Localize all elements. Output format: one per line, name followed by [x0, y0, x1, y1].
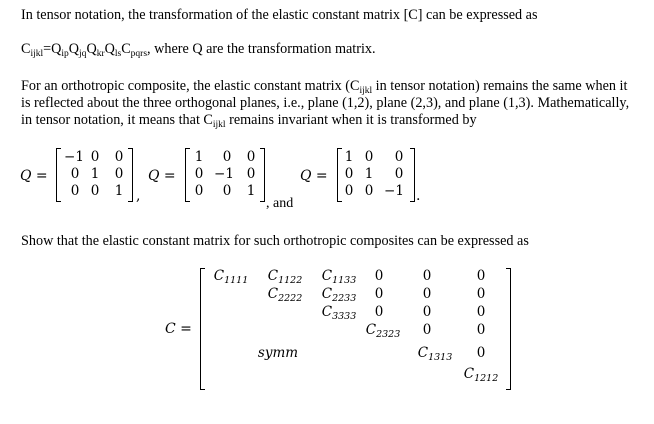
- m2-r3c2: 0: [222, 183, 232, 199]
- symm-label: symm: [257, 345, 299, 361]
- m2-r1c1: 1: [194, 149, 204, 165]
- show-that-paragraph: Show that the elastic constant matrix for such orthotropic composites can be expressed as: [21, 233, 529, 249]
- zero-r1c6: 0: [476, 268, 486, 284]
- c2222-entry: $C_{2222}$: [267, 286, 303, 304]
- m1-r1c3: 0: [114, 149, 124, 165]
- p3-sub-a: ijkl: [359, 86, 373, 96]
- formula-lhs-sub: ijkl: [30, 49, 44, 59]
- zero-r2c6: 0: [476, 286, 486, 302]
- m3-r2c1: 0: [344, 166, 354, 182]
- m3-r1c2: 0: [364, 149, 374, 165]
- m1-r1c2: 0: [90, 149, 100, 165]
- c2323-entry: $C_{2323}$: [365, 322, 401, 340]
- term-q-ls-sub: ls: [114, 49, 122, 59]
- zero-r4c6: 0: [476, 322, 486, 338]
- term-c-pqrs: C: [121, 41, 131, 57]
- c1111-entry: $C_{1111}$: [213, 268, 249, 286]
- m1-r2c2: 1: [90, 166, 100, 182]
- matrix1-left-bracket: [56, 148, 61, 202]
- q-label-2: Q =: [148, 168, 176, 184]
- zero-r3c5: 0: [422, 304, 432, 320]
- intro-paragraph: In tensor notation, the transformation of the elastic constant matrix [C] can be expressed as: [21, 7, 538, 23]
- m3-r3c2: 0: [364, 183, 374, 199]
- m1-r3c1: 0: [70, 183, 80, 199]
- c1212-entry: $C_{1212}$: [463, 366, 499, 384]
- and-text: , and: [266, 196, 294, 211]
- c1313-entry: $C_{1313}$: [417, 345, 453, 363]
- q-label-3: Q =: [300, 168, 328, 184]
- m2-r3c1: 0: [194, 183, 204, 199]
- zero-r4c5: 0: [422, 322, 432, 338]
- m1-r1c1: −1: [64, 149, 84, 165]
- q-label-1: Q =: [20, 168, 48, 184]
- m2-r1c3: 0: [246, 149, 256, 165]
- m1-r2c3: 0: [114, 166, 124, 182]
- m2-r2c1: 0: [194, 166, 204, 182]
- term-q-ls: Q: [104, 41, 115, 57]
- m3-r1c1: 1: [344, 149, 354, 165]
- m2-r1c2: 0: [222, 149, 232, 165]
- term-c-pqrs-sub: pqrs: [130, 49, 148, 59]
- orthotropic-paragraph-line3: [21, 112, 477, 129]
- p3-text-a: For an orthotropic composite, the elastic constant matrix (C: [21, 78, 360, 94]
- m1-r3c3: 1: [114, 183, 124, 199]
- zero-r2c4: 0: [374, 286, 384, 302]
- p3-text-b: in tensor notation) remains the same when it: [372, 78, 628, 94]
- zero-r1c5: 0: [422, 268, 432, 284]
- m1-r2c1: 0: [70, 166, 80, 182]
- c2233-entry: $C_{2233}$: [321, 286, 357, 304]
- m3-r3c3: −1: [384, 183, 404, 199]
- zero-r2c5: 0: [422, 286, 432, 302]
- formula-lhs: C: [21, 41, 31, 57]
- p3-text-c: in tensor notation, it means that C: [21, 112, 213, 128]
- term-q-jq: Q: [68, 41, 80, 57]
- zero-r1c4: 0: [374, 268, 384, 284]
- formula-tail: , where Q are the transformation matrix.: [147, 41, 376, 57]
- c1122-entry: $C_{1122}$: [267, 268, 303, 286]
- term-q-kr-sub: kr: [96, 49, 105, 59]
- p3-sub-b: ijkl: [212, 120, 226, 130]
- zero-r3c4: 0: [374, 304, 384, 320]
- matrix2-right-bracket: [260, 148, 265, 202]
- m3-r1c3: 0: [394, 149, 404, 165]
- cmatrix-left-bracket: [200, 268, 205, 390]
- p3-text-d: remains invariant when it is transformed by: [225, 112, 477, 128]
- term-q-ip: Q: [51, 41, 62, 57]
- c1133-entry: $C_{1133}$: [321, 268, 357, 286]
- term-q-kr: Q: [86, 41, 97, 57]
- matrix2-left-bracket: [185, 148, 190, 202]
- term-q-ip-sub: ip: [61, 49, 69, 59]
- matrix3-right-bracket: [410, 148, 415, 202]
- zero-r3c6: 0: [476, 304, 486, 320]
- m3-r2c2: 1: [364, 166, 374, 182]
- m2-r2c2: −1: [214, 166, 234, 182]
- m1-r3c2: 0: [90, 183, 100, 199]
- comma-1: ,: [136, 188, 141, 204]
- m3-r3c1: 0: [344, 183, 354, 199]
- c3333-entry: $C_{3333}$: [321, 304, 357, 322]
- m2-r2c3: 0: [246, 166, 256, 182]
- term-q-jq-sub: jq: [79, 49, 87, 59]
- transformation-formula: $C_{ijkl}=Q_{ip}Q_{jq}Q_{kr}Q_{ls}C_{pqrs}$, where Q are the transformation matrix.: [21, 41, 376, 59]
- orthotropic-paragraph-line1: [21, 78, 627, 95]
- m3-r2c3: 0: [394, 166, 404, 182]
- period-end: .: [416, 188, 421, 204]
- matrix1-right-bracket: [128, 148, 133, 202]
- m2-r3c3: 1: [246, 183, 256, 199]
- orthotropic-paragraph-line2: is reflected about the three orthogonal planes, i.e., plane (1,2), plane (2,3), and plane (1,3). Mathematically,: [21, 95, 630, 111]
- zero-r5c6: 0: [476, 345, 486, 361]
- c-label: C =: [165, 321, 192, 337]
